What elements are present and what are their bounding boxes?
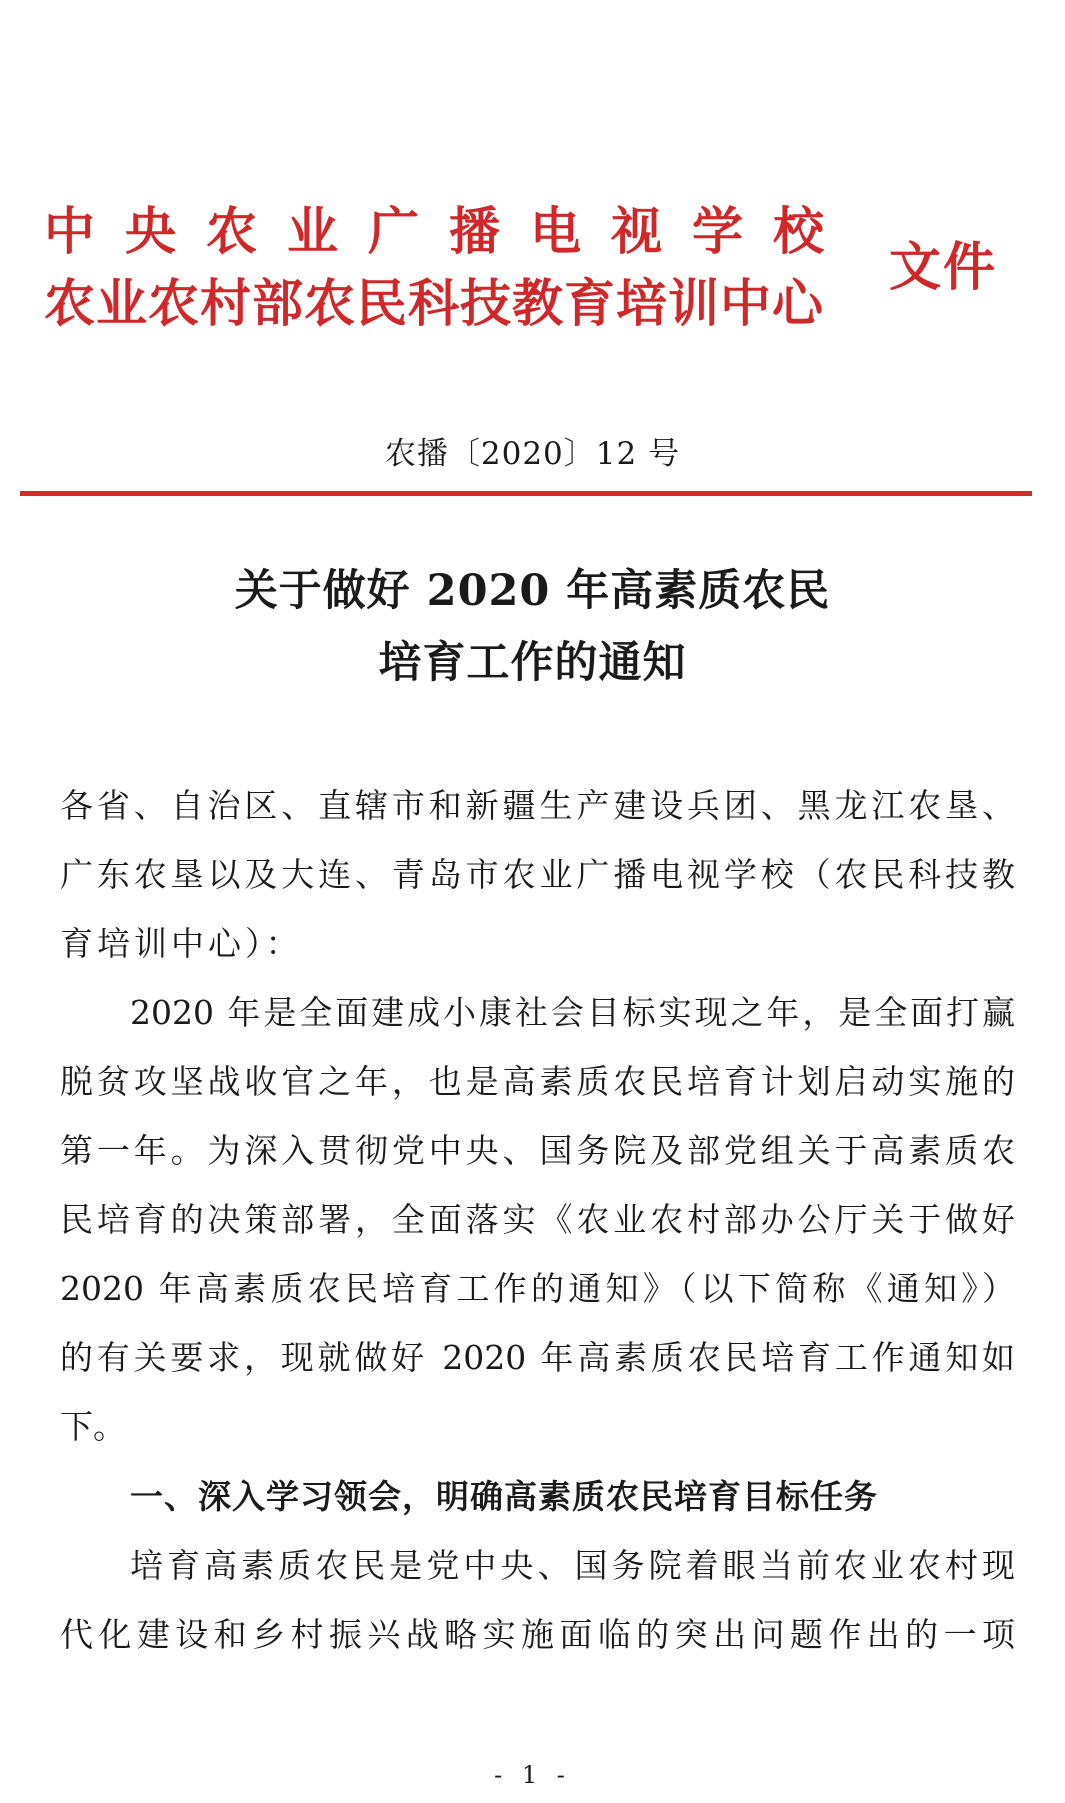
- body-line: 育培训中心）：: [60, 924, 303, 963]
- body-line: 的有关要求，现就做好 2020 年高素质农民培育工作通知如: [60, 1338, 1015, 1377]
- document-title-line-2: 培育工作的通知: [378, 638, 687, 688]
- page-number: - 1 -: [494, 1761, 571, 1789]
- section-heading: 一、深入学习领会，明确高素质农民培育目标任务: [130, 1477, 878, 1516]
- body-line: 2020 年高素质农民培育工作的通知》（以下简称《通知》）: [60, 1269, 1015, 1308]
- red-divider-line: [20, 491, 1032, 496]
- issuer-name-2: 农业农村部农民科技教育培训中心: [44, 274, 825, 334]
- body-line: 2020 年是全面建成小康社会目标实现之年，是全面打赢: [130, 993, 1015, 1032]
- body-line: 代化建设和乡村振兴战略实施面临的突出问题作出的一项: [60, 1615, 1015, 1654]
- body-line: 脱贫攻坚战收官之年，也是高素质农民培育计划启动实施的: [60, 1062, 1015, 1101]
- document-number: 农播〔2020〕12 号: [384, 436, 681, 472]
- issuer-name-1: 中央农业广播电视学校: [44, 202, 855, 262]
- body-line: 培育高素质农民是党中央、国务院着眼当前农业农村现: [130, 1546, 1015, 1585]
- document-header: [44, 202, 998, 334]
- body-line: 各省、自治区、直辖市和新疆生产建设兵团、黑龙江农垦、: [60, 786, 1015, 825]
- body-line: 下。: [60, 1407, 126, 1446]
- body-line: 第一年。为深入贯彻党中央、国务院及部党组关于高素质农: [60, 1131, 1015, 1170]
- document-title-line-1: 关于做好 2020 年高素质农民: [234, 566, 831, 616]
- body-line: 民培育的决策部署，全面落实《农业农村部办公厅关于做好: [60, 1200, 1015, 1239]
- document-type-label: 文件: [889, 237, 998, 298]
- body-line: 广东农垦以及大连、青岛市农业广播电视学校（农民科技教: [60, 855, 1015, 894]
